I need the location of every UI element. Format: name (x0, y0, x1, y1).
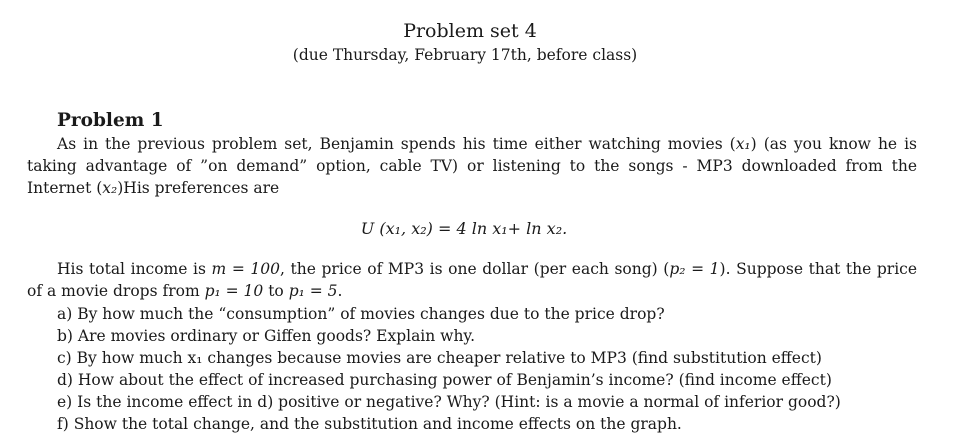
question-b: b) Are movies ordinary or Giffen goods? Explain why. (57, 327, 476, 345)
problem-heading: Problem 1 (57, 110, 164, 131)
intro-text-2: ) (as you know he is taking advantage of ”on demand” option, cable TV) or listening to the songs - MP3 downloaded from the Internet ( (27, 135, 917, 197)
movie-price-new: p₁ = 5 (288, 282, 338, 300)
movie-price-old: p₁ = 10 (204, 282, 264, 300)
income-text-4: to (263, 282, 289, 300)
question-list (57, 303, 841, 435)
symbol-x1: x₁ (735, 135, 751, 153)
problem-intro (27, 133, 917, 199)
income-text-2: , the price of MP3 is one dollar (per each song) ( (280, 260, 670, 278)
question-d: d) How about the effect of increased purchasing power of Benjamin’s income? (find income effect) (57, 371, 832, 389)
problem-set-title: Problem set 4 (403, 20, 537, 42)
income-paragraph (27, 258, 917, 302)
income-text-3: ). Suppose that the price of a movie drops from (27, 260, 918, 300)
question-f: f) Show the total change, and the substitution and income effects on the graph. (57, 415, 682, 433)
income-text-5: . (337, 282, 343, 300)
intro-text-1: As in the previous problem set, Benjamin spends his time either watching movies ( (57, 135, 736, 153)
question-c: c) By how much x₁ changes because movies are cheaper relative to MP3 (find substitution effect) (57, 349, 822, 367)
income-text-1: His total income is (57, 260, 212, 278)
symbol-x2: x₂ (102, 179, 118, 197)
due-date-note: (due Thursday, February 17th, before class) (292, 46, 638, 64)
intro-text-3: )His preferences are (117, 179, 280, 197)
utility-equation: U (x₁, x₂) = 4 ln x₁+ ln x₂. (360, 219, 568, 238)
question-a: a) By how much the “consumption” of movies changes due to the price drop? (57, 305, 665, 323)
income-value: m = 100 (211, 260, 280, 278)
question-e: e) Is the income effect in d) positive or negative? Why? (Hint: is a movie a normal of inferior good?) (57, 393, 841, 411)
mp3-price: p₂ = 1 (669, 260, 720, 278)
